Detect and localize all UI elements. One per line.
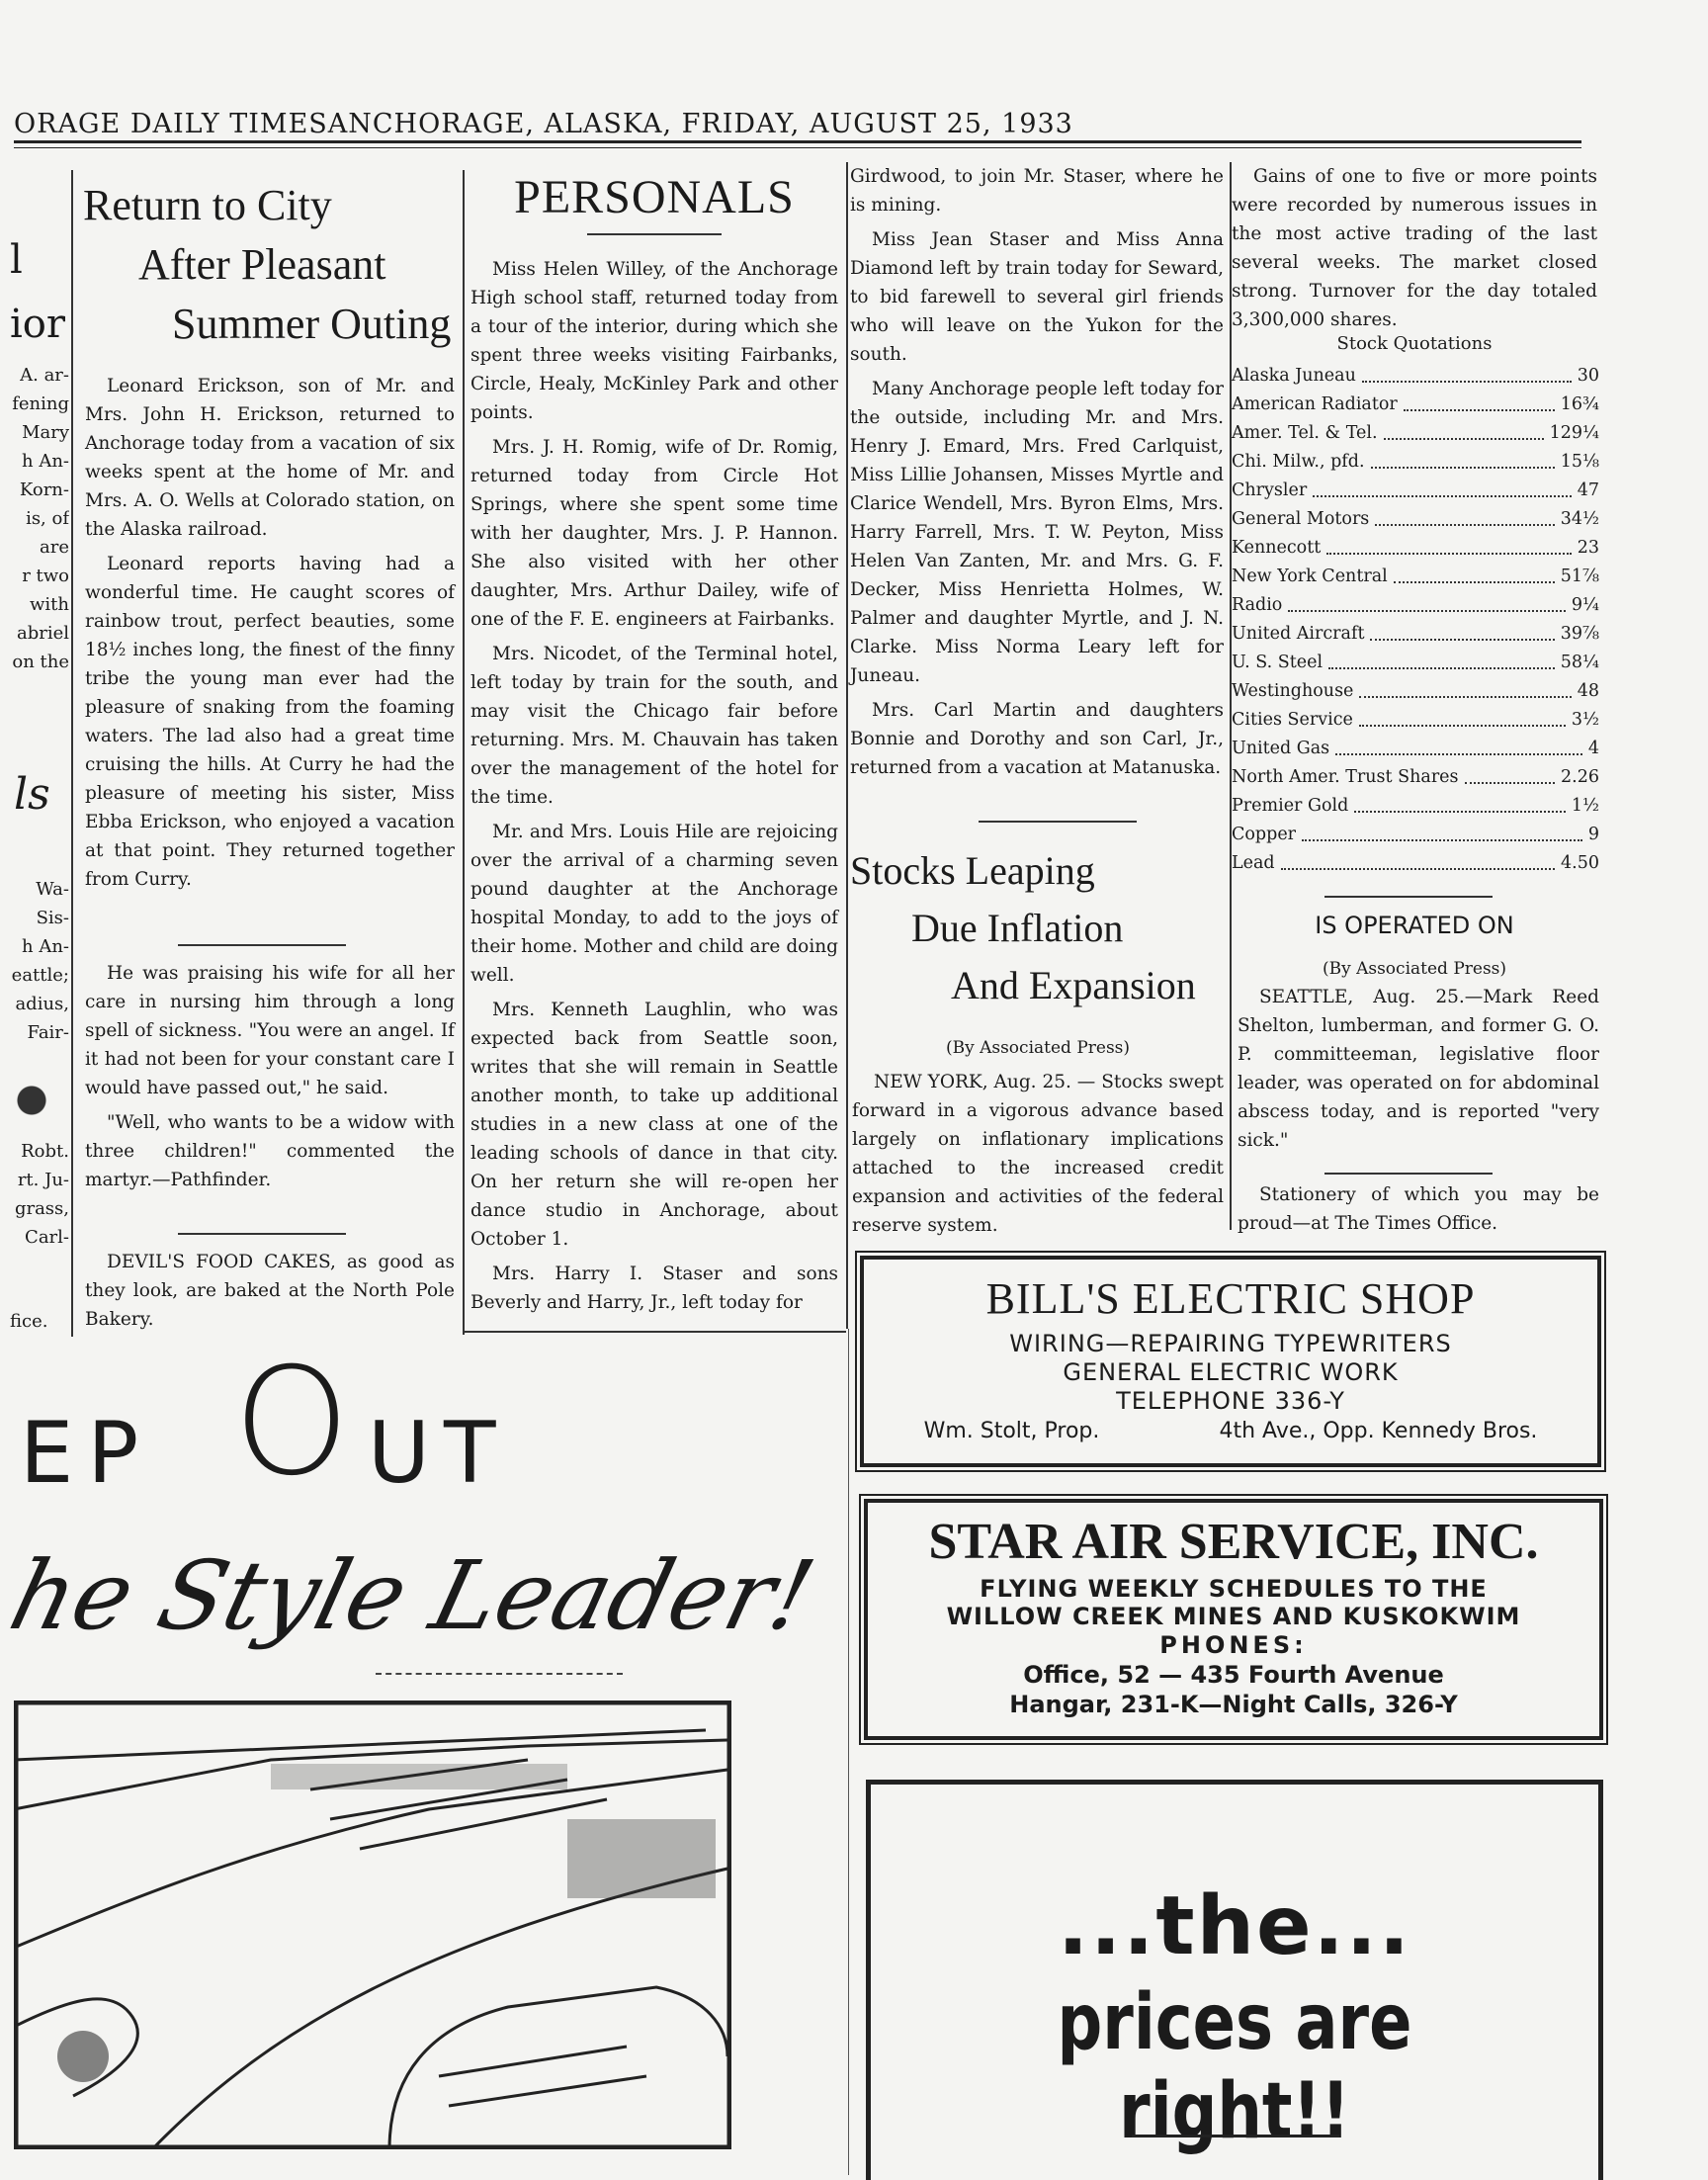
ad-line: TELEPHONE 336-Y — [1116, 1387, 1345, 1415]
quote-name: Amer. Tel. & Tel. — [1232, 423, 1378, 443]
quote-leader-dots — [1370, 620, 1554, 641]
quote-value: 9¼ — [1571, 595, 1599, 615]
column-rule — [848, 1329, 849, 2175]
quote-row — [1232, 620, 1599, 649]
headline-stocks-leaping — [850, 842, 1228, 1014]
quote-leader-dots — [1384, 419, 1544, 440]
stationery-filler — [1238, 1180, 1599, 1244]
fragment-line: A. ar- — [20, 365, 69, 386]
ad-line: PHONES: — [1159, 1631, 1308, 1659]
quote-name: Premier Gold — [1232, 796, 1349, 816]
quote-value: 1½ — [1571, 796, 1599, 816]
paragraph: Girdwood, to join Mr. Staser, where he is mining. — [850, 166, 1224, 216]
ad-prices-line2: prices are right!! — [1057, 1978, 1412, 2156]
fragment-line: Sis- — [36, 908, 69, 928]
masthead-rule — [14, 140, 1581, 143]
ad-line: Office, 52 — 435 Fourth Avenue — [1023, 1661, 1444, 1689]
ad-line: WIRING—REPAIRING TYPEWRITERS — [1009, 1330, 1452, 1357]
fragment-line: fice. — [10, 1311, 48, 1332]
quote-value: 16¾ — [1560, 394, 1599, 414]
quote-value: 3½ — [1571, 710, 1599, 730]
quote-row — [1232, 849, 1599, 878]
car-road-drawing — [14, 1700, 731, 2149]
paragraph: Mrs. J. H. Romig, wife of Dr. Romig, returned today from Circle Hot Springs, where she spent some time with her daughter, Mrs. J. P. Hannon. She also visited with her other daughter, Mrs. Arthur Dailey, wife of one of the F. E. engineers at Fairbanks. — [470, 437, 838, 630]
article-divider — [178, 944, 346, 946]
quote-row — [1232, 792, 1599, 821]
paragraph: Miss Helen Willey, of the Anchorage High school staff, returned today from a tour of the interior, during which she spent three weeks visiting Fairbanks, Circle, Healy, McKinley Park and other points. — [470, 259, 838, 423]
quote-row — [1232, 477, 1599, 505]
fragment-line: eattle; — [11, 965, 69, 986]
quote-row — [1232, 419, 1599, 448]
quote-leader-dots — [1359, 677, 1571, 698]
ad-word-o: O — [233, 1337, 351, 1509]
quote-name: Alaska Juneau — [1232, 366, 1356, 386]
paragraph: Many Anchorage people left today for the outside, including Mr. and Mrs. Henry J. Emard, Mrs. Fred Carlquist, Miss Lillie Johansen, Misses Myrtle and Clarice Wendell, Mrs. Byron Elms, Mrs. Harry Farrell, Mrs. T. W. Peyton, Miss Helen Van Zanten, Mr. and Mrs. G. F. Decker, Miss Henrietta Holmes, W. Palmer and daughter Myrtle, and J. N. Clarke. Miss Norma Leary left for Juneau. — [850, 379, 1224, 686]
ad-star-air-service — [864, 1499, 1603, 1740]
personals-continued — [850, 162, 1224, 788]
fragment-lines-b — [10, 875, 69, 1047]
ad-footer — [864, 1416, 1597, 1447]
quotes-title: Stock Quotations — [1336, 333, 1493, 354]
fragment-ornament — [12, 1078, 61, 1123]
quote-name: New York Central — [1232, 567, 1388, 586]
quote-leader-dots — [1335, 735, 1582, 755]
quote-row — [1232, 563, 1599, 591]
article-divider — [178, 1233, 346, 1235]
title-rule — [587, 233, 722, 235]
headline-line: And Expansion — [951, 963, 1196, 1007]
column-rule — [846, 162, 848, 1329]
headline-line: Summer Outing — [172, 300, 452, 348]
quote-value: 15⅛ — [1560, 452, 1599, 472]
quote-value: 129¼ — [1549, 423, 1599, 443]
quote-leader-dots — [1288, 591, 1566, 612]
headline-return-to-city — [83, 176, 459, 354]
fragment-line: fening — [12, 393, 69, 414]
stocks-byline: (By Associated Press) — [945, 1038, 1131, 1058]
ad-word-ep: EP — [20, 1404, 153, 1503]
quote-leader-dots — [1354, 792, 1566, 813]
column-bottom-rule — [465, 1331, 846, 1333]
paragraph: Mrs. Harry I. Staser and sons Beverly and Harry, Jr., left today for — [470, 1264, 838, 1313]
quote-row — [1232, 448, 1599, 477]
quote-name: Lead — [1232, 853, 1275, 873]
operated-body — [1238, 983, 1599, 1161]
quote-leader-dots — [1313, 477, 1572, 497]
quote-value: 23 — [1577, 538, 1599, 558]
paragraph: Mrs. Kenneth Laughlin, who was expected back from Seattle soon, writes that she will remain in Seattle another month, to take up additional studies in a new class at one of the leading schools of dance in that city. On her return she will re-open her dance studio in Anchorage, about October 1. — [470, 1000, 838, 1250]
paragraph: "Well, who wants to be a widow with three children!" commented the martyr.—Pathfinder. — [85, 1112, 455, 1190]
quote-name: Westinghouse — [1232, 681, 1354, 701]
quote-name: General Motors — [1232, 509, 1370, 529]
quote-value: 39⅞ — [1560, 624, 1599, 644]
quote-row — [1232, 649, 1599, 677]
quote-name: U. S. Steel — [1232, 653, 1324, 672]
quote-name: Radio — [1232, 595, 1283, 615]
ad-title: BILL'S ELECTRIC SHOP — [985, 1274, 1476, 1323]
quote-value: 2.26 — [1561, 767, 1599, 787]
quote-value: 47 — [1577, 480, 1599, 500]
quote-value: 51⅞ — [1560, 567, 1599, 586]
article-divider — [979, 821, 1137, 823]
headline-operated: IS OPERATED ON — [1315, 912, 1514, 939]
fragment-big-word: ls — [14, 769, 50, 820]
ad-address: 4th Ave., Opp. Kennedy Bros. — [1219, 1419, 1538, 1443]
quote-leader-dots — [1465, 763, 1556, 784]
fragment-line: with — [30, 594, 69, 615]
quote-name: American Radiator — [1232, 394, 1398, 414]
quote-row — [1232, 677, 1599, 706]
paragraph: He was praising his wife for all her care in nursing him through a long spell of sickness. "You were an angel. If it had not been for your constant care I would have passed out," he said. — [85, 963, 455, 1098]
ad-prices-rule — [1132, 2135, 1339, 2137]
trees-shade — [567, 1819, 716, 1898]
paragraph: Mr. and Mrs. Louis Hile are rejoicing over the arrival of a charming seven pound daughter at the Anchorage hospital Monday, to add to the joys of their home. Mother and child are doing well. — [470, 822, 838, 986]
quote-name: United Aircraft — [1232, 624, 1365, 644]
ad-line: Hangar, 231-K—Night Calls, 326-Y — [1009, 1691, 1458, 1718]
fragment-line: Wa- — [36, 879, 69, 900]
fragment-line: h An- — [22, 936, 69, 957]
ad-line: GENERAL ELECTRIC WORK — [1063, 1358, 1399, 1386]
fragment-line: r two — [22, 566, 69, 586]
ad-prices-line1: ...the... — [1057, 1879, 1412, 1973]
paragraph: Miss Jean Staser and Miss Anna Diamond left by train today for Seward, to bid farewell to several girl friends who will leave on the Yukon for the south. — [850, 229, 1224, 365]
paragraph: Leonard reports having had a wonderful time. He caught scores of rainbow trout, perfect beauties, some 18½ inches long, the finest of the finny tribe the young man ever had the pleasure of snaking from the foaming waters. The lad also had a great time cruising the hills. At Curry he had the pleasure of meeting his sister, Miss Ebba Erickson, who enjoyed a vacation at that point. They returned together from Curry. — [85, 554, 455, 890]
quote-name: Kennecott — [1232, 538, 1322, 558]
headline-line: Due Inflation — [911, 906, 1124, 950]
ad-bills-electric-shop — [860, 1256, 1601, 1467]
fragment-line: Mary — [22, 422, 69, 443]
masthead: ORAGE DAILY TIMESANCHORAGE, ALASKA, FRIDAY, AUGUST 25, 1933 — [14, 109, 1073, 139]
paragraph: DEVIL'S FOOD CAKES, as good as they look, are baked at the North Pole Bakery. — [85, 1252, 455, 1330]
ad-line: WILLOW CREEK MINES AND KUSKOKWIM — [946, 1603, 1521, 1630]
quote-leader-dots — [1281, 849, 1555, 870]
quote-value: 30 — [1577, 366, 1599, 386]
quote-leader-dots — [1359, 706, 1566, 727]
quote-name: United Gas — [1232, 739, 1330, 758]
quote-row — [1232, 391, 1599, 419]
quote-value: 9 — [1587, 825, 1599, 844]
quote-value: 48 — [1577, 681, 1599, 701]
car-right-detail — [439, 2047, 646, 2106]
fragment-line: are — [40, 537, 69, 558]
headline-line: Stocks Leaping — [850, 848, 1095, 893]
quote-name: Copper — [1232, 825, 1297, 844]
quote-value: 34½ — [1560, 509, 1599, 529]
fragment-line: on the — [12, 652, 69, 672]
column-rule — [71, 170, 73, 1337]
paragraph: Leonard Erickson, son of Mr. and Mrs. John H. Erickson, returned to Anchorage today from a vacation of six weeks spent at the home of Mr. and Mrs. A. O. Wells at Colorado station, on the Alaska railroad. — [85, 376, 455, 540]
quote-leader-dots — [1328, 649, 1555, 669]
quote-value: 4 — [1587, 739, 1599, 758]
operated-byline: (By Associated Press) — [1322, 959, 1507, 979]
ad-car-illustration — [14, 1700, 731, 2149]
stocks-article-continued — [1232, 162, 1597, 340]
ad-line: FLYING WEEKLY SCHEDULES TO THE — [980, 1575, 1488, 1603]
paragraph: NEW YORK, Aug. 25. — Stocks swept forward in a vigorous advance based largely on inflationary implications attached to the increased credit expansion and activities of the federal reserve system. — [852, 1072, 1224, 1236]
fragment-lines-a — [10, 361, 69, 676]
quote-leader-dots — [1371, 448, 1555, 469]
fragment-line: Robt. — [21, 1141, 69, 1162]
stock-quotations-table — [1232, 362, 1599, 878]
paragraph: Gains of one to five or more points were recorded by numerous issues in the most active trading of the last several weeks. The market closed strong. Turnover for the day totaled 3,300,000 shares. — [1232, 166, 1597, 330]
filler-bakery — [85, 1248, 455, 1340]
paragraph: Stationery of which you may be proud—at The Times Office. — [1238, 1184, 1599, 1234]
column-rule — [463, 170, 465, 1335]
ad-proprietor: Wm. Stolt, Prop. — [923, 1419, 1100, 1443]
headline-line: After Pleasant — [138, 240, 386, 289]
road-near — [152, 1869, 727, 2149]
quote-leader-dots — [1302, 821, 1582, 841]
fragment-line: grass, — [14, 1198, 69, 1219]
fragment-line: h An- — [22, 451, 69, 472]
car-wheel — [57, 2031, 109, 2082]
fragment-line: adius, — [15, 994, 69, 1014]
fragment-word: ior — [10, 302, 65, 347]
fragment-letter: l — [10, 237, 23, 283]
quote-leader-dots — [1394, 563, 1555, 583]
fragment-line: rt. Ju- — [17, 1170, 69, 1190]
quote-name: Chrysler — [1232, 480, 1308, 500]
paragraph: SEATTLE, Aug. 25.—Mark Reed Shelton, lumberman, and former G. O. P. committeeman, legislative floor leader, was operated on for abdominal abscess today, and is reported "very sick." — [1238, 987, 1599, 1151]
quote-value: 58¼ — [1560, 653, 1599, 672]
quote-row — [1232, 763, 1599, 792]
fragment-line: Fair- — [27, 1022, 69, 1043]
quote-row — [1232, 821, 1599, 849]
quote-name: North Amer. Trust Shares — [1232, 767, 1459, 787]
ad-title: STAR AIR SERVICE, INC. — [928, 1514, 1539, 1570]
ad-prices-right — [866, 1780, 1603, 2180]
fragment-line: abriel — [16, 623, 69, 644]
quote-row — [1232, 735, 1599, 763]
quote-name: Chi. Milw., pfd. — [1232, 452, 1365, 472]
car-right-outline — [389, 1987, 727, 2149]
quote-leader-dots — [1362, 362, 1572, 383]
personals-title: PERSONALS — [514, 171, 795, 223]
bridge-shade — [271, 1764, 567, 1789]
quote-leader-dots — [1326, 534, 1571, 555]
masthead-rule-thin — [14, 147, 1581, 148]
personals-column — [470, 255, 838, 1323]
quote-name: Cities Service — [1232, 710, 1353, 730]
quote-value: 4.50 — [1561, 853, 1599, 873]
fragment-line: Korn- — [19, 480, 69, 500]
ad-script-style-leader: he Style Leader! — [0, 1540, 825, 1651]
article-divider — [1324, 896, 1493, 898]
filler-pathfinder — [85, 959, 455, 1200]
paragraph: Mrs. Carl Martin and daughters Bonnie and Dorothy and son Carl, Jr., returned from a vacation at Matanuska. — [850, 700, 1224, 778]
quote-row — [1232, 706, 1599, 735]
fragment-line: Carl- — [25, 1227, 69, 1248]
headline-line: Return to City — [83, 181, 332, 229]
stocks-article-body — [852, 1068, 1224, 1246]
quote-leader-dots — [1404, 391, 1555, 411]
quote-row — [1232, 362, 1599, 391]
fragment-lines-c — [10, 1137, 69, 1252]
quote-row — [1232, 505, 1599, 534]
fragment-line: is, of — [26, 508, 69, 529]
ad-word-ut: UT — [368, 1404, 510, 1503]
quote-row — [1232, 591, 1599, 620]
quote-row — [1232, 534, 1599, 563]
article-return-to-city — [85, 372, 455, 900]
paragraph: Mrs. Nicodet, of the Terminal hotel, left today by train for the south, and may visit the Chicago fair before returning. Mrs. M. Chauvain has taken over the management of the hotel for the time. — [470, 644, 838, 808]
quote-leader-dots — [1375, 505, 1554, 526]
ad-dash-rule — [376, 1673, 623, 1675]
article-divider — [1324, 1173, 1493, 1175]
